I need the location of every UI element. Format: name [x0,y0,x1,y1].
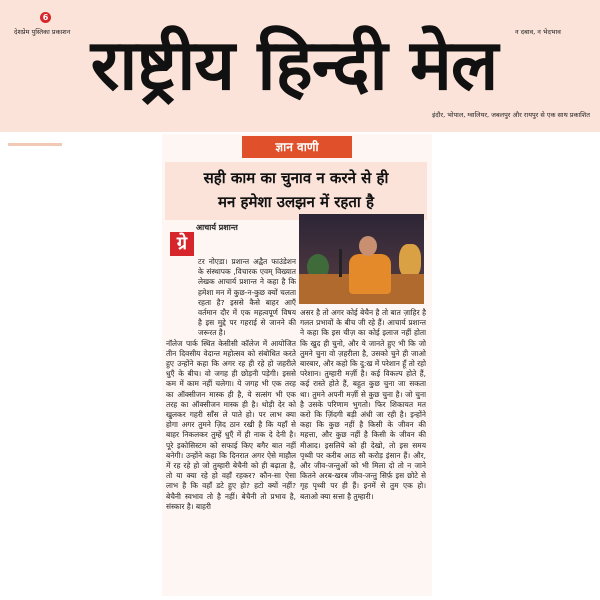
section-rubric: ज्ञान वाणी [242,136,352,158]
headline-line-2: मन हमेशा उलझन में रहता है [218,193,374,211]
publisher-logo-icon: 6 [40,12,51,23]
edition-cities: इंदौर, भोपाल, ग्वालियर, जबलपुर और रायपुर से एक साथ प्रकाशित [432,111,590,119]
microphone-icon [339,249,342,277]
column-1-body: नॉलेज पार्क स्थित केसीसी कॉलेज में आयोजित तीन दिवसीय वेदान्त महोत्सव को संबोधित करते हुए उन्होंने कहा कि अगर रह ही रहे हो जहरीले धुएँ के बीच। वो जगह ही छोड़नी पड़ेगी। इससे कम में काम नहीं चलेगा। ये जगह भी एक तरह का ऑक्सीजन मास्क ही है, ये सत्संग भी एक तरह का ऑक्सीजन मास्क ही है। थोड़ी देर को खुलकर गहरी साँस ले पाते हो। पर लाभ क्या होगा अगर तुमने ज़िद ठान रखी है कि यहाँ से बाहर निकलकर तुम्हें धुएँ में ही नाक दे देनी है। पूरे इकोसिस्टम को सफाई किए बगैर बात नहीं बनेगी। उन्होंने कहा कि दिनरात अगर ऐसे माहौल में रह रहे हो जो तुम्हारी बेचैनी को ही बढ़ाता है, तो या क्या रहे हो वहाँ रहकर? कौन-सा ऐसा लाभ है कि वहाँ डटे हुए हो? हटो क्यों नहीं? बेचैनी स्वभाव तो है नहीं। बेचैनी तो प्रभाव है, संस्कार है। बाहरी [166,338,296,511]
article-column-1 [166,257,296,593]
article-column-2 [300,308,426,594]
column-2-body: असर है तो अगर कोई बेचैन है तो बात ज़ाहिर है गलत प्रभावों के बीच जी रहे हैं। आचार्य प्रशान्त ने कहा कि इस चीज़ का कोई इलाज नहीं होता कि खुद ही चुनो, और ये जानते हुए भी कि जो तुमने चुना वो ज़हरीला है, उसको चुने ही जाओ बारबार, और कहो कि दु:ख में परेशान हूँ तो रहो परेशान। तुम्हारी मर्ज़ी है। कई विकल्प होते हैं, कई रास्ते होते हैं, बहुत कुछ चुना जा सकता था। तुमने अपनी मर्ज़ी से कुछ चुना है। जो चुना है उसके परिणाम भुगतो। फिर शिकायत मत करो कि ज़िंदगी बड़ी अंधी जा रही है। इन्होंने कहा कि कुछ नहीं है किसी के जीवन की महत्ता, और कुछ नहीं है किसी के जीवन की मीआद। इसलिये को ही देखो, तो इस समय पृथ्वी पर करीब आठ सौ करोड़ इंसान हैं। और, और जीव-जन्तुओं को भी मिला दो तो न जाने कितने अरब-खरब जीव-जन्तु सिर्फ़ इस छोटे से गृह पृथ्वी पर ही हैं। इनमें से तुम एक हो। बताओ क्या सत्ता है तुम्हारी। [300,308,426,501]
headline-box [165,162,427,220]
photo-flowers [399,244,421,278]
clipping-edge-divider [8,143,62,146]
newspaper-title: राष्ट्रीय हिन्दी मेल [90,24,498,106]
masthead-tagline: न दबाव, न भेदभाव [515,28,561,36]
drop-cap: ग्रे [170,232,194,256]
article-clipping [162,134,432,596]
speaker-photo [299,214,424,304]
column-1-lead: टर नोएडा। प्रशान्त अद्वैत फाउंडेशन के संस्थापक ,विचारक एवम् विख्यात लेखक आचार्य प्रशान्त ने कहा है कि हमेशा मन में कुछ-न-कुछ क्यों चलता रहता है? इससे कैसे बाहर आएँ वर्तमान दौर में एक महत्वपूर्ण विषय है इस मुद्दे पर गहराई से जानने की जरूरत है। [198,257,296,338]
publisher-name: देशप्रेम पुस्तिका प्रकाशन [14,28,71,36]
byline: आचार्य प्रशान्त [196,223,238,232]
masthead [0,0,600,132]
headline-line-1: सही काम का चुनाव न करने से ही [203,169,389,187]
photo-speaker-head [359,236,377,256]
photo-speaker-body [349,254,391,294]
